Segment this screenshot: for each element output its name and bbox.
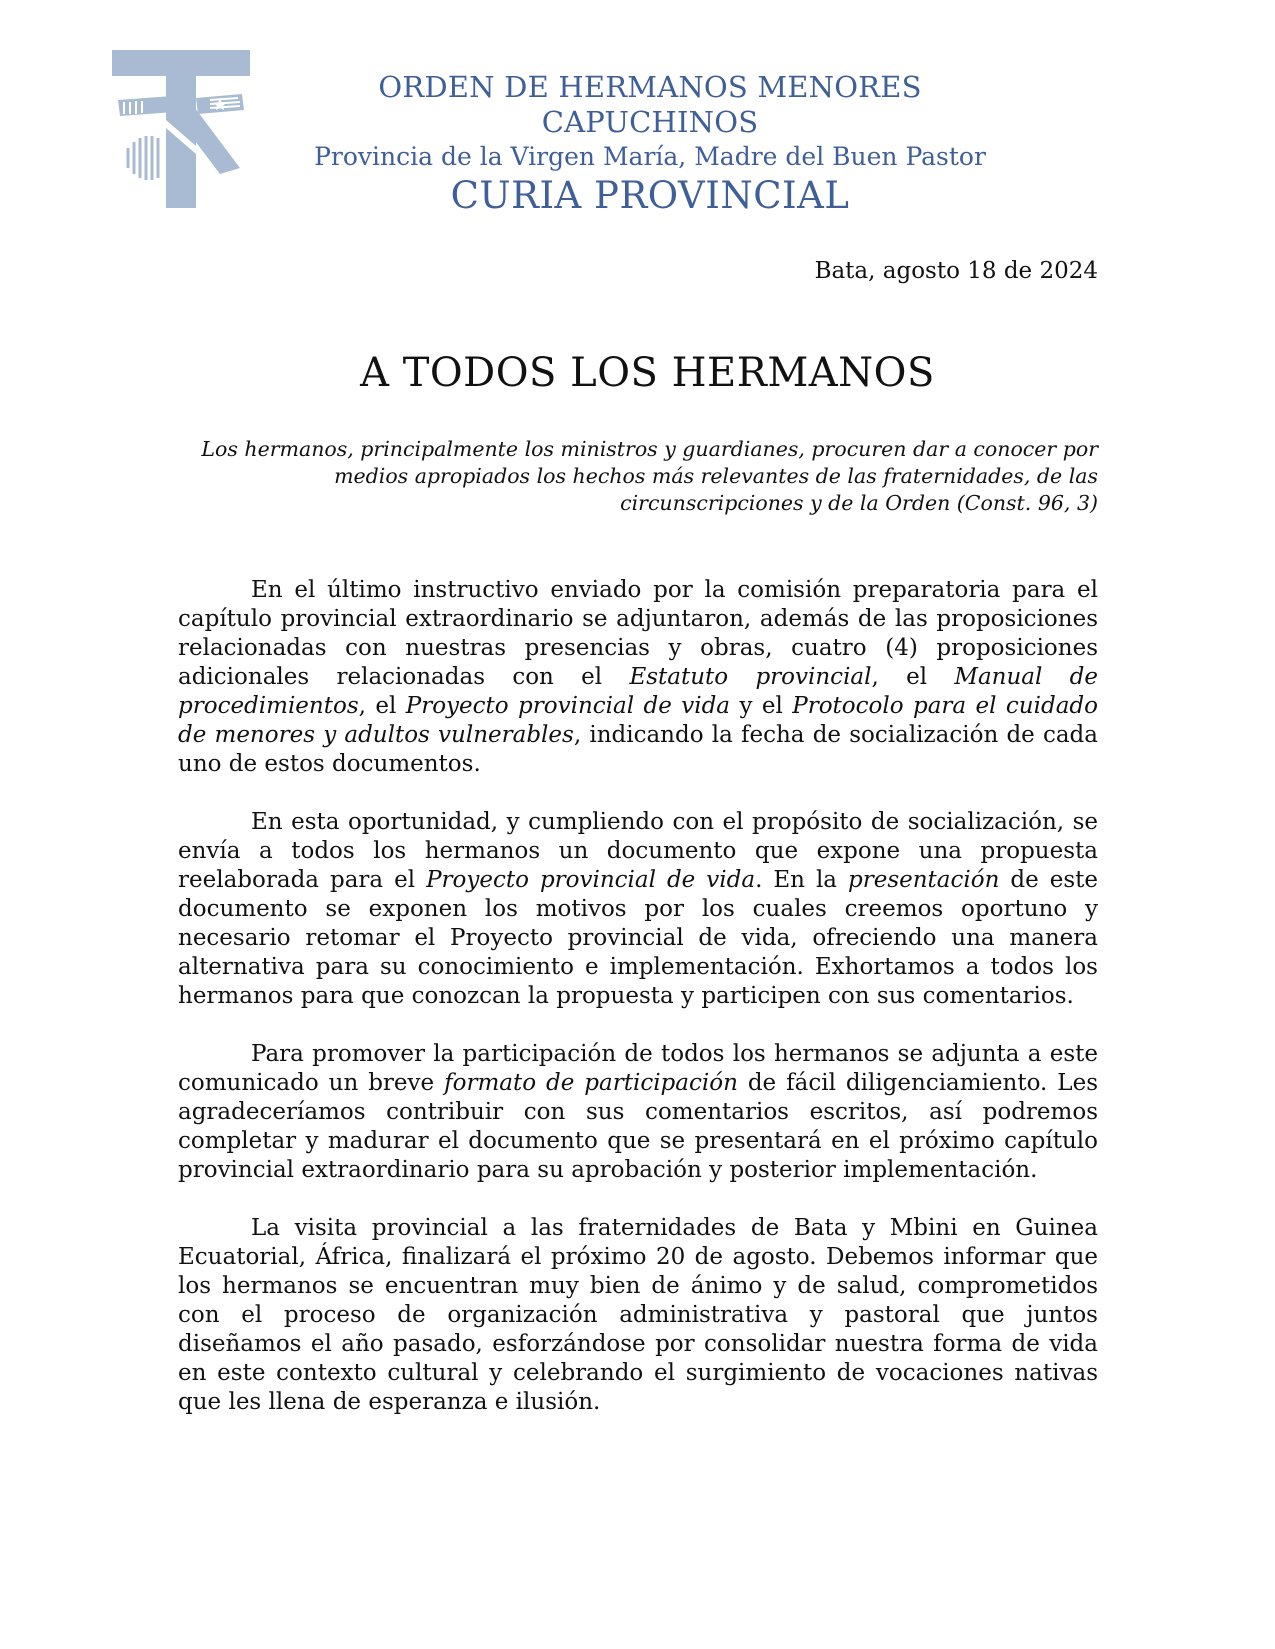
doc-title-estatuto: Estatuto provincial bbox=[629, 664, 872, 690]
doc-title-proyecto: Proyecto provincial de vida bbox=[426, 867, 756, 893]
epigraph-line: Los hermanos, principalmente los ministros y guardianes, procuren dar a conocer por bbox=[201, 437, 1098, 461]
paragraph-1: En el último instructivo enviado por la comisión preparatoria para el capítulo provincial extraordinario se adjuntaron, además de las proposiciones relacionadas con nuestras presencias y obras, cuatro (4) proposiciones adicionales relacionadas con el Estatuto provincial, el Manual de procedimientos, el Proyecto provincial de vida y el Protocolo para el cuidado de menores y adultos vulnerables, indicando la fecha de socialización de cada uno de estos documentos. bbox=[178, 577, 1099, 777]
doc-title-manual: Manual de procedimientos bbox=[178, 664, 1099, 719]
paragraph-4: La visita provincial a las fraternidades de Bata y Mbini en Guinea Ecuatorial, África, finalizará el próximo 20 de agosto. Debemos informar que los hermanos se encuentran muy bien de ánimo y de salud, comprometidos con el proceso de organización administrativa y pastoral que juntos diseñamos el año pasado, esforzándose por consolidar nuestra forma de vida en este contexto cultural y celebrando el surgimiento de vocaciones nativas que les llena de esperanza e ilusión. bbox=[178, 1215, 1098, 1415]
paragraph-2: En esta oportunidad, y cumpliendo con el propósito de socialización, se envía a todos los hermanos un documento que expone una propuesta reelaborada para el Proyecto provincial de vida. En la presentación de este documento se exponen los motivos por los cuales creemos oportuno y necesario retomar el Proyecto provincial de vida, ofreciendo una manera alternativa para su conocimiento e implementación. Exhortamos a todos los hermanos para que conozcan la propuesta y participen con sus comentarios. bbox=[178, 809, 1098, 1009]
doc-title-proyecto: Proyecto provincial de vida bbox=[405, 693, 731, 719]
epigraph-quote bbox=[180, 436, 1098, 517]
letter-date: Bata, agosto 18 de 2024 bbox=[814, 258, 1098, 284]
curia-name: CURIA PROVINCIAL bbox=[450, 174, 850, 218]
letter-title: A TODOS LOS HERMANOS bbox=[360, 350, 935, 396]
epigraph-line: circunscripciones y de la Orden (Const. 96, 3) bbox=[620, 491, 1098, 515]
province-name: Provincia de la Virgen María, Madre del Buen Pastor bbox=[314, 141, 986, 171]
emphasis-formato: formato de participación bbox=[444, 1070, 738, 1096]
letterhead bbox=[290, 70, 1010, 220]
emphasis-presentacion: presentación bbox=[848, 867, 1000, 893]
capuchin-tau-cross-icon bbox=[112, 50, 250, 208]
order-name: ORDEN DE HERMANOS MENORES CAPUCHINOS bbox=[378, 70, 922, 139]
epigraph-line: medios apropiados los hechos más relevantes de las fraternidades, de las bbox=[334, 464, 1098, 488]
letter-body bbox=[178, 576, 1098, 1446]
paragraph-3: Para promover la participación de todos los hermanos se adjunta a este comunicado un breve formato de participación de fácil diligenciamiento. Les agradeceríamos contribuir con sus comentarios escritos, así podremos completar y madurar el documento que se presentará en el próximo capítulo provincial extraordinario para su aprobación y posterior implementación. bbox=[178, 1041, 1098, 1183]
doc-title-protocolo: Protocolo para el cuidado de menores y adultos vulnerables bbox=[178, 693, 1098, 748]
